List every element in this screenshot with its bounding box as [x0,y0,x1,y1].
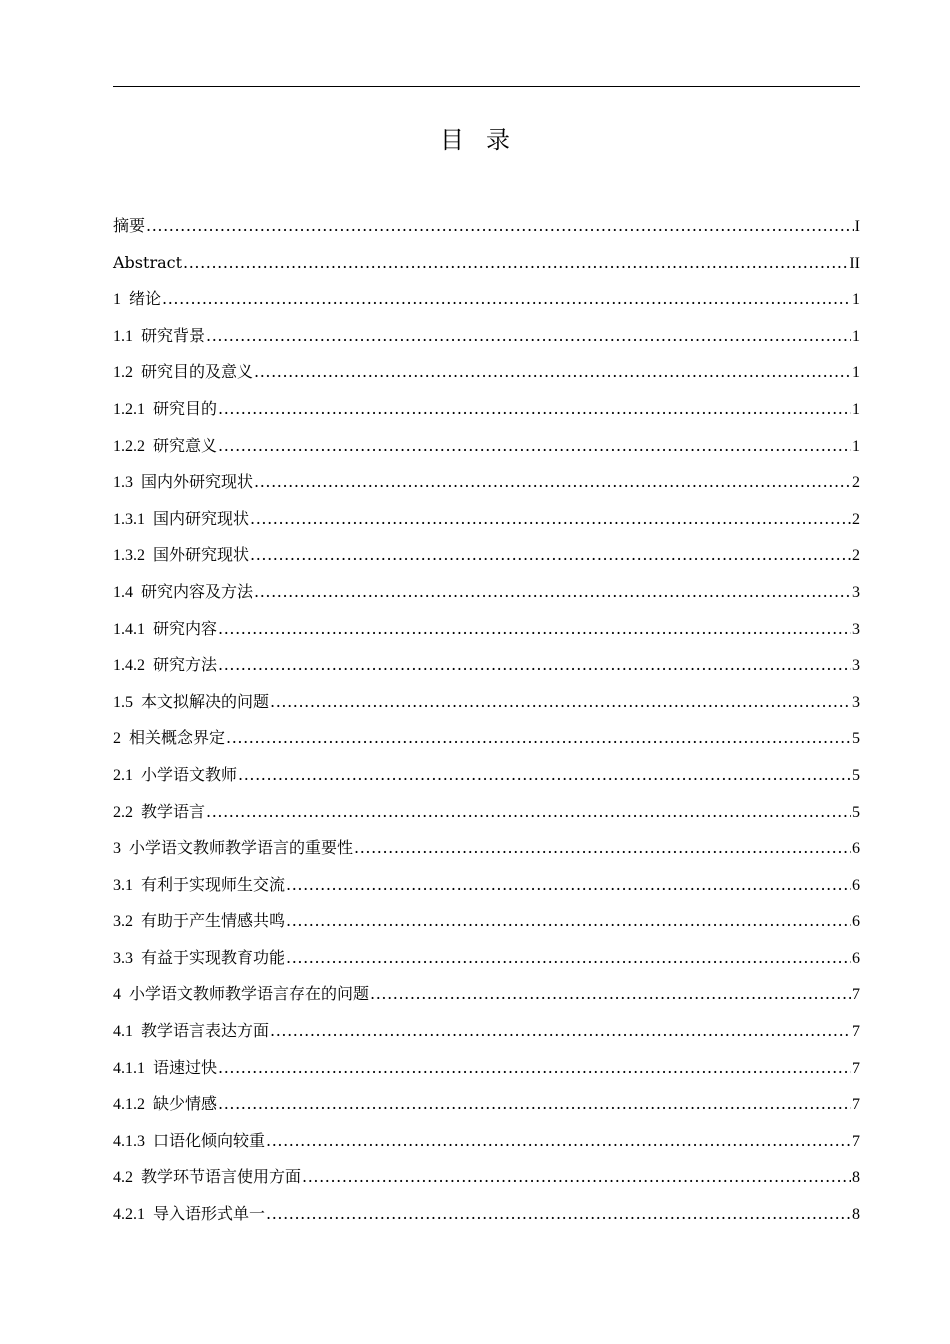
toc-entry-title: 研究方法 [153,655,218,675]
toc-entry-title: 教学语言表达方面 [141,1021,270,1041]
toc-entry[interactable] [113,651,860,688]
toc-entry-page-number: 6 [852,840,860,858]
toc-entry-page-number: 7 [852,1132,860,1150]
toc-entry[interactable] [113,834,860,871]
toc-entry-title: 教学环节语言使用方面 [141,1167,302,1187]
dot-leader [266,1200,851,1228]
toc-entry-number: 3.2 [113,913,133,931]
toc-entry-page-number: 1 [852,291,860,309]
toc-entry-page-number: 1 [852,437,860,455]
toc-entry-page-number: 8 [852,1169,860,1187]
toc-entry-title: 研究内容 [153,618,218,638]
toc-entry-number: 1.4 [113,583,133,601]
toc-entry-page-number: 2 [852,474,860,492]
toc-entry[interactable] [113,358,860,395]
toc-entry[interactable] [113,1054,860,1091]
dot-leader [254,578,851,606]
toc-entry-page-number: 7 [852,1096,860,1114]
toc-entry-page-number: II [849,254,860,272]
dot-leader [183,249,848,277]
toc-entry[interactable] [113,907,860,944]
toc-entry-title: 摘要 [113,216,146,235]
dot-leader [254,358,851,386]
toc-entry-page-number: 3 [852,693,860,711]
toc-entry-number: 1.2.2 [113,437,145,455]
toc-entry-number: 4.2 [113,1169,133,1187]
toc-entry-title: 国内外研究现状 [141,472,254,492]
toc-entry-number: 3.3 [113,949,133,967]
toc-entry-page-number: 7 [852,1059,860,1077]
dot-leader [218,1054,851,1082]
toc-entry-number: 1.2.1 [113,400,145,418]
toc-entry[interactable] [113,468,860,505]
dot-leader [226,724,851,752]
toc-entry[interactable] [113,285,860,322]
toc-entry[interactable] [113,980,860,1017]
toc-entry-number: 1.2 [113,364,133,382]
toc-entry[interactable] [113,615,860,652]
toc-entry-number: 4.2.1 [113,1206,145,1224]
toc-entry-page-number: 2 [852,510,860,528]
toc-entry[interactable] [113,395,860,432]
toc-entry-title: 研究内容及方法 [141,581,254,601]
toc-entry[interactable] [113,578,860,615]
toc-entry-number: 4.1 [113,1023,133,1041]
toc-entry-title: 导入语形式单一 [153,1204,266,1224]
toc-entry[interactable] [113,688,860,725]
toc-entry[interactable] [113,505,860,542]
toc-entry[interactable] [113,322,860,359]
toc-entry-number: 3.1 [113,876,133,894]
dot-leader [250,505,851,533]
toc-entry-page-number: I [854,218,860,235]
dot-leader [270,688,851,716]
dot-leader [254,468,851,496]
page-title: 目录 [440,126,532,154]
toc-entry-page-number: 5 [852,730,860,748]
dot-leader [354,834,851,862]
dot-leader [286,871,851,899]
toc-entry[interactable] [113,1200,860,1237]
toc-entry-page-number: 5 [852,766,860,784]
toc-entry-number: 1.1 [113,327,133,345]
toc-entry-page-number: 8 [852,1206,860,1224]
toc-entry-page-number: 3 [852,620,860,638]
toc-entry-number: 1.3 [113,474,133,492]
toc-entry-number: 4.1.3 [113,1132,145,1150]
toc-entry-title: 小学语文教师教学语言存在的问题 [129,984,370,1004]
dot-leader [218,432,851,460]
toc-entry-title: 本文拟解决的问题 [141,691,270,711]
toc-entry-title: 小学语文教师 [141,764,238,784]
toc-entry[interactable] [113,1163,860,1200]
dot-leader [206,322,851,350]
toc-entry-number: 1 [113,291,121,309]
toc-entry[interactable] [113,798,860,835]
toc-entry-title: 研究背景 [141,325,206,345]
toc-entry-number: 1.5 [113,693,133,711]
dot-leader [146,212,854,240]
toc-entry-title: 口语化倾向较重 [153,1130,266,1150]
toc-entry[interactable] [113,944,860,981]
toc-entry-page-number: 7 [852,1023,860,1041]
toc-entry-page-number: 6 [852,913,860,931]
dot-leader [218,615,851,643]
toc-entry-number: 1.3.1 [113,510,145,528]
toc-entry-title: 绪论 [129,289,162,309]
toc-entry-page-number: 2 [852,547,860,565]
toc-entry-title: 相关概念界定 [129,728,226,748]
toc-entry-number: 1.4.1 [113,620,145,638]
toc-entry-title: 国外研究现状 [153,545,250,565]
toc-entry-page-number: 3 [852,583,860,601]
toc-entry-number: 4.1.2 [113,1096,145,1114]
toc-entry[interactable] [113,761,860,798]
toc-entry-title: 语速过快 [153,1057,218,1077]
toc-entry-page-number: 1 [852,364,860,382]
dot-leader [218,651,851,679]
toc-entry-page-number: 6 [852,876,860,894]
toc-entry-number: 1.3.2 [113,547,145,565]
toc-entry[interactable] [113,249,860,286]
toc-entry-title: 缺少情感 [153,1094,218,1114]
dot-leader [250,541,851,569]
toc-entry-page-number: 5 [852,803,860,821]
toc-entry-title: 有利于实现师生交流 [141,874,286,894]
toc-entry-number: 3 [113,840,121,858]
dot-leader [162,285,851,313]
toc-entry-title: 小学语文教师教学语言的重要性 [129,838,354,858]
dot-leader [218,395,851,423]
toc-entry-page-number: 1 [852,327,860,345]
toc-entry[interactable] [113,871,860,908]
toc-entry-number: 2.1 [113,766,133,784]
dot-leader [218,1090,851,1118]
dot-leader [370,980,851,1008]
toc-entry-page-number: 3 [852,657,860,675]
toc-entry[interactable] [113,724,860,761]
toc-entry-title: 研究目的 [153,398,218,418]
toc-list [113,212,860,1237]
toc-entry-title: 研究目的及意义 [141,362,254,382]
toc-entry-title: Abstract [113,252,183,272]
toc-entry-number: 2 [113,730,121,748]
toc-entry[interactable] [113,541,860,578]
dot-leader [302,1163,851,1191]
dot-leader [266,1127,851,1155]
toc-entry-title: 教学语言 [141,801,206,821]
toc-entry-number: 4.1.1 [113,1059,145,1077]
toc-entry-number: 2.2 [113,803,133,821]
toc-entry-title: 国内研究现状 [153,508,250,528]
dot-leader [206,798,851,826]
toc-entry-title: 有助于产生情感共鸣 [141,911,286,931]
toc-entry-title: 有益于实现教育功能 [141,947,286,967]
header-rule [113,86,860,87]
toc-entry[interactable] [113,212,860,249]
toc-entry-page-number: 1 [852,400,860,418]
dot-leader [238,761,851,789]
toc-entry[interactable] [113,432,860,469]
toc-entry[interactable] [113,1127,860,1164]
toc-entry[interactable] [113,1017,860,1054]
toc-entry-title: 研究意义 [153,435,218,455]
toc-entry-number: 1.4.2 [113,657,145,675]
dot-leader [286,907,851,935]
toc-entry-number: 4 [113,986,121,1004]
toc-entry-page-number: 7 [852,986,860,1004]
toc-entry[interactable] [113,1090,860,1127]
toc-entry-page-number: 6 [852,949,860,967]
dot-leader [270,1017,851,1045]
dot-leader [286,944,851,972]
